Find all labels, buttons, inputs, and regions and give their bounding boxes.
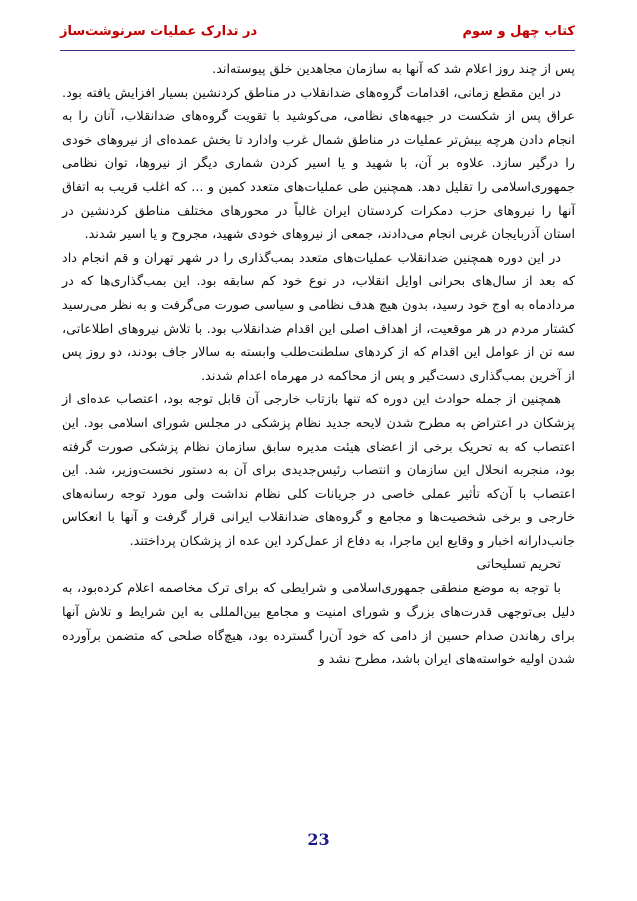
page-number: 23 (307, 830, 330, 849)
paragraph: در این مقطع زمانی، اقدامات گروه‌های ضدانقلاب در مناطق کردنشین بسیار افزایش یافته بود. عراق پس از شکست در جبهه‌های نظامی، می‌کوشید با تقویت گروه‌های ضدانقلاب، آنان را به انجام دادن هرچه بیش‌تر عملیات در مناطق شمال غرب وادارد تا بخش عمده‌ای از نیروهای خودی را درگیر سازد. علاوه بر آن، با شهید و یا اسیر کردن شماری دیگر از نیروها، توان نظامی جمهوری‌اسلامی را تقلیل دهد. همچنین طی عملیات‌های متعدد کمین و ... که اغلب قریب به اتفاق آنها را نیروهای حزب دمکرات کردستان ایران غالباً در محورهای مختلف مناطق کردنشین در استان آذربایجان غربی انجام می‌دادند، جمعی از نیروهای خودی شهید، مجروح و یا اسیر شدند. (62, 85, 575, 243)
paragraph: با توجه به موضع منطقی جمهوری‌اسلامی و شرایطی که برای ترک مخاصمه اعلام کرده‌بود، به دلیل بی‌توجهی قدرت‌های بزرگ و شورای امنیت و مجامع بین‌المللی به این شرایط و تلاش آنها برای رهاندن صدام حسین از دامی که خود آن‌را گسترده بود، هیچ‌گاه صلحی که متضمن برآورده شدن اولیه خواسته‌های ایران باشد، مطرح نشد و (62, 581, 575, 668)
body-text (62, 58, 575, 672)
paragraph: پس از چند روز اعلام شد که آنها به سازمان مجاهدین خلق پیوسته‌اند. (212, 62, 575, 77)
paragraph: همچنین از جمله حوادث این دوره که تنها بازتاب خارجی آن قابل توجه بود، اعتصاب عده‌ای از پزشکان در اعتراض به مطرح شدن لایحه جدید نظام پزشکی در مجلس شورای اسلامی بود. این اعتصاب که به تحریک برخی از اعضای هیئت مدیره سابق سازمان نظام پزشکی صورت گرفته بود، منجربه انحلال این سازمان و انتصاب رئیس‌جدیدی برای آن به دستور نخست‌وزیر، شد. این اعتصاب با آن‌که تأثیر عملی خاصی در جریانات کلی نظام نداشت ولی مورد توجه رسانه‌های خارجی و برخی شخصیت‌ها و مجامع و گروه‌های ضدانقلاب ایرانی قرار گرفت و آنها با انعکاس جانب‌دارانه اخبار و وقایع این ماجرا، به دفاع از عمل‌کرد این عده از پزشکان پرداختند. (62, 392, 575, 549)
header-divider (60, 50, 575, 51)
chapter-title: در تدارک عملیات سرنوشت‌ساز (60, 24, 258, 39)
running-header (60, 24, 575, 42)
paragraph: در این دوره همچنین ضدانقلاب عملیات‌های متعدد بمب‌گذاری را در شهر تهران و قم انجام داد که بعد از سال‌های بحرانی اوایل انقلاب، در نوع خود کم سابقه بود. این بمب‌گذاری‌ها که در مردادماه به اوج خود رسید، بدون هیچ هدف نظامی و سیاسی صورت می‌گرفت و به نظر می‌رسید کشتار مردم در هر موقعیت، از اهداف اصلی این اقدام ضدانقلاب بود. با تلاش نیروهای اطلاعاتی، سه تن از عوامل این اقدام که از کردهای سلطنت‌طلب وابسته به سالار جاف بودند، دو روز پس از آخرین بمب‌گذاری دست‌گیر و پس از محاکمه در مهرماه اعدام شدند. (62, 250, 575, 384)
book-title: کتاب چهل و سوم (462, 24, 575, 39)
section-heading: تحریم تسلیحاتی (476, 557, 561, 573)
